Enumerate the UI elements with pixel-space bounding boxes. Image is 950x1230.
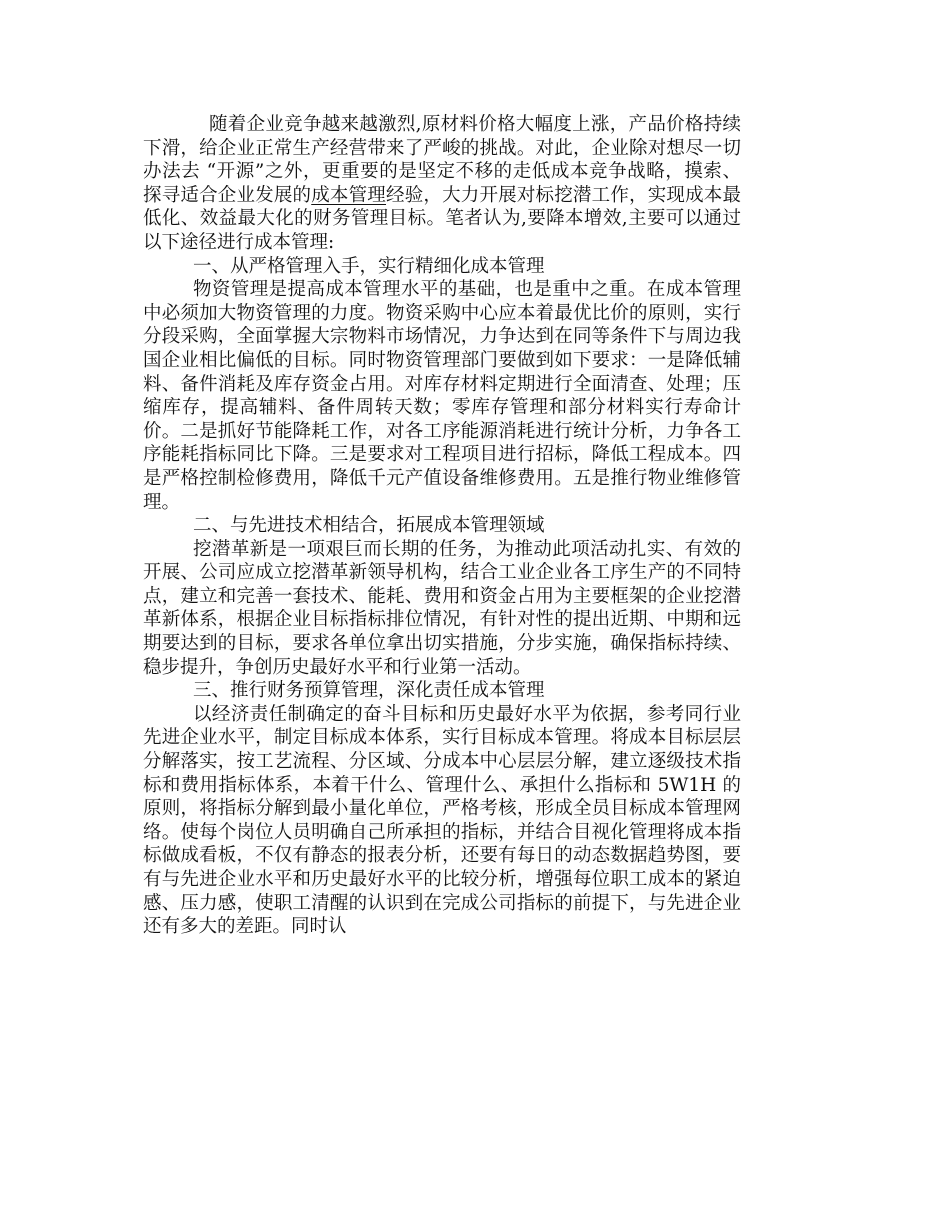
cost-management-link[interactable]: 成本管理 [311,184,387,206]
article-body [143,113,741,939]
section-3-heading: 三、推行财务预算管理，深化责任成本管理 [193,680,545,702]
intro-text-1: 随着企业竞争越来越激烈,原材料价格大幅度上涨，产品价格持续下滑，给企业正常生产经营带来了严峻的挑战。对此，企业除对想尽一切办法去 “开源”之外，更重要的是坚定不移的走低成本竞争战略，摸索、探寻适合企业发展的 [143,114,741,206]
section-3-paragraph: 以经济责任制确定的奋斗目标和历史最好水平为依据，参考同行业先进企业水平，制定目标成本体系，实行目标成本管理。将成本目标层层分解落实，按工艺流程、分区域、分成本中心层层分解，建立逐级技术指标和费用指标体系，本着干什么、管理什么、承担什么指标和 5W1H 的原则，将指标分解到最小量化单位，严格考核，形成全员目标成本管理网络。使每个岗位人员明确自己所承担的指标，并结合目视化管理将成本指标做成看板，不仅有静态的报表分析，还要有每日的动态数据趋势图，要有与先进企业水平和历史最好水平的比较分析，增强每位职工成本的紧迫感、压力感，使职工清醒的认识到在完成公司指标的前提下，与先进企业还有多大的差距。同时认 [143,703,741,938]
section-1-paragraph: 物资管理是提高成本管理水平的基础，也是重中之重。在成本管理中必须加大物资管理的力度。物资采购中心应本着最优比价的原则，实行分段采购，全面掌握大宗物料市场情况，力争达到在同等条件下与周边我国企业相比偏低的目标。同时物资管理部门要做到如下要求：一是降低辅料、备件消耗及库存资金占用。对库存材料定期进行全面清查、处理；压缩库存，提高辅料、备件周转天数；零库存管理和部分材料实行寿命计价。二是抓好节能降耗工作，对各工序能源消耗进行统计分析，力争各工序能耗指标同比下降。三是要求对工程项目进行招标，降低工程成本。四是严格控制检修费用，降低千元产值设备维修费用。五是推行物业维修管理。 [143,279,741,513]
section-1-heading: 一、从严格管理入手，实行精细化成本管理 [193,255,545,277]
intro-paragraph [143,113,741,255]
intro-text-2: 经验，大力开展对标挖潜工作，实现成本最低化、效益最大化的财务管理目标。笔者认为,要降本增效,主要可以通过以下途径进行成本管理: [143,184,741,253]
section-2-heading: 二、与先进技术相结合，拓展成本管理领域 [193,515,545,537]
section-2-paragraph: 挖潜革新是一项艰巨而长期的任务，为推动此项活动扎实、有效的开展、公司应成立挖潜革新领导机构，结合工业企业各工序生产的不同特点，建立和完善一套技术、能耗、费用和资金占用为主要框架的企业挖潜革新体系，根据企业目标指标排位情况，有针对性的提出近期、中期和远期要达到的目标，要求各单位拿出切实措施，分步实施，确保指标持续、稳步提升，争创历史最好水平和行业第一活动。 [143,538,741,678]
